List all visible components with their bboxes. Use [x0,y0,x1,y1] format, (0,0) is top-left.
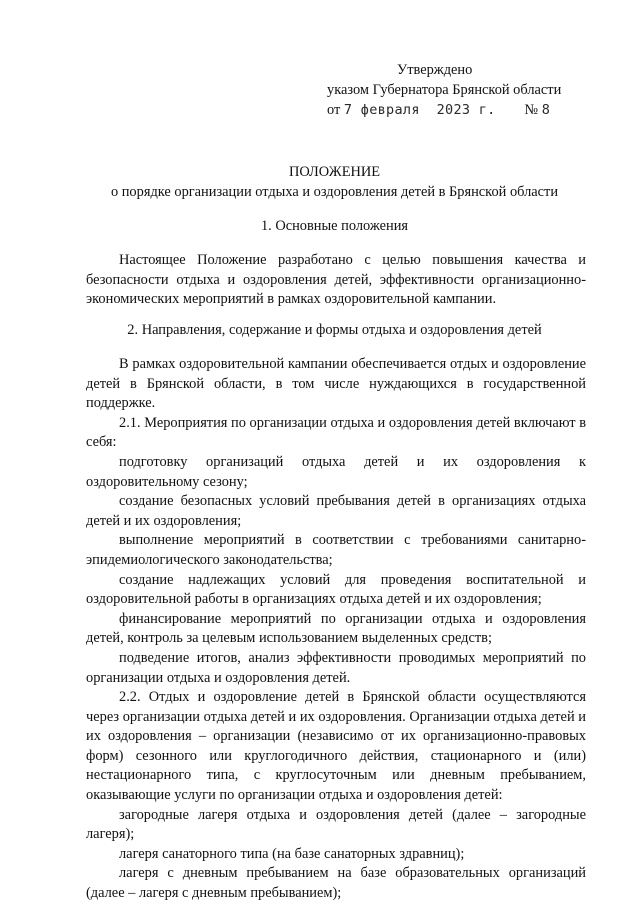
paragraph: создание безопасных условий пребывания детей в организациях отдыха детей и их оздоровления; [86,493,586,529]
number-label: № [524,102,539,118]
paragraph: 2.1. Мероприятия по организации отдыха и оздоровления детей включают в себя: [86,414,586,451]
paragraph: подведение итогов, анализ эффективности проводимых мероприятий по организации отдыха и оздоровления детей. [86,649,586,686]
paragraph: Настоящее Положение разработано с целью повышения качества и безопасности отдыха и оздоровления детей, эффективности организационно-экономических мероприятий в рамках оздоровительной кампании. [86,252,586,308]
approved-label: Утверждено [397,62,473,78]
paragraph: В рамках оздоровительной кампании обеспечивается отдых и оздоровление детей в Брянской области, в том числе нуждающихся в государственной поддержке. [86,356,586,412]
date-number-line [327,100,587,120]
section-1-heading: 1. Основные положения [260,218,409,234]
handwritten-number: 8 [541,102,551,118]
paragraph: лагеря санаторного типа (на базе санаторных здравниц); [119,845,465,862]
approval-block [327,60,587,120]
paragraph: лагеря с дневным пребыванием на базе образовательных организаций (далее – лагеря с дневным пребыванием); [86,865,586,902]
title-subheading: о порядке организации отдыха и оздоровления детей в Брянской области [110,184,559,200]
handwritten-date: 7 февраля 2023 г. [343,102,496,118]
paragraph: загородные лагеря отдыха и оздоровления детей (далее – загородные лагеря); [86,806,586,843]
paragraph: финансирование мероприятий по организации отдыха и оздоровления детей, контроль за целевым использованием выделенных средств; [86,610,586,647]
from-label: от [327,102,341,118]
document-title [60,162,609,202]
paragraph: 2.2. Отдых и оздоровление детей в Брянской области осуществляются через организации отдыха детей и их оздоровления. Организации отдыха детей и их оздоровления – организации (независимо от их организационно-правовых форм) сезонного или круглогодичного действия, стационарного и (или) нестационарного типа, с круглосуточным или дневным пребыванием, оказывающие услуги по организации отдыха и оздоровления детей: [86,689,586,804]
section-2-body [86,355,586,904]
decree-line: указом Губернатора Брянской области [327,82,562,98]
title-heading: ПОЛОЖЕНИЕ [288,164,381,180]
section-2-heading: 2. Направления, содержание и формы отдыха и оздоровления детей [127,322,542,338]
paragraph: подготовку организаций отдыха детей и их оздоровления к оздоровительному сезону; [86,453,586,490]
paragraph: выполнение мероприятий в соответствии с требованиями санитарно-эпидемиологического законодательства; [86,532,586,568]
section-1-body [86,251,586,310]
paragraph: создание надлежащих условий для проведения воспитательной и оздоровительной работы в организациях отдыха детей и их оздоровления; [86,571,586,608]
